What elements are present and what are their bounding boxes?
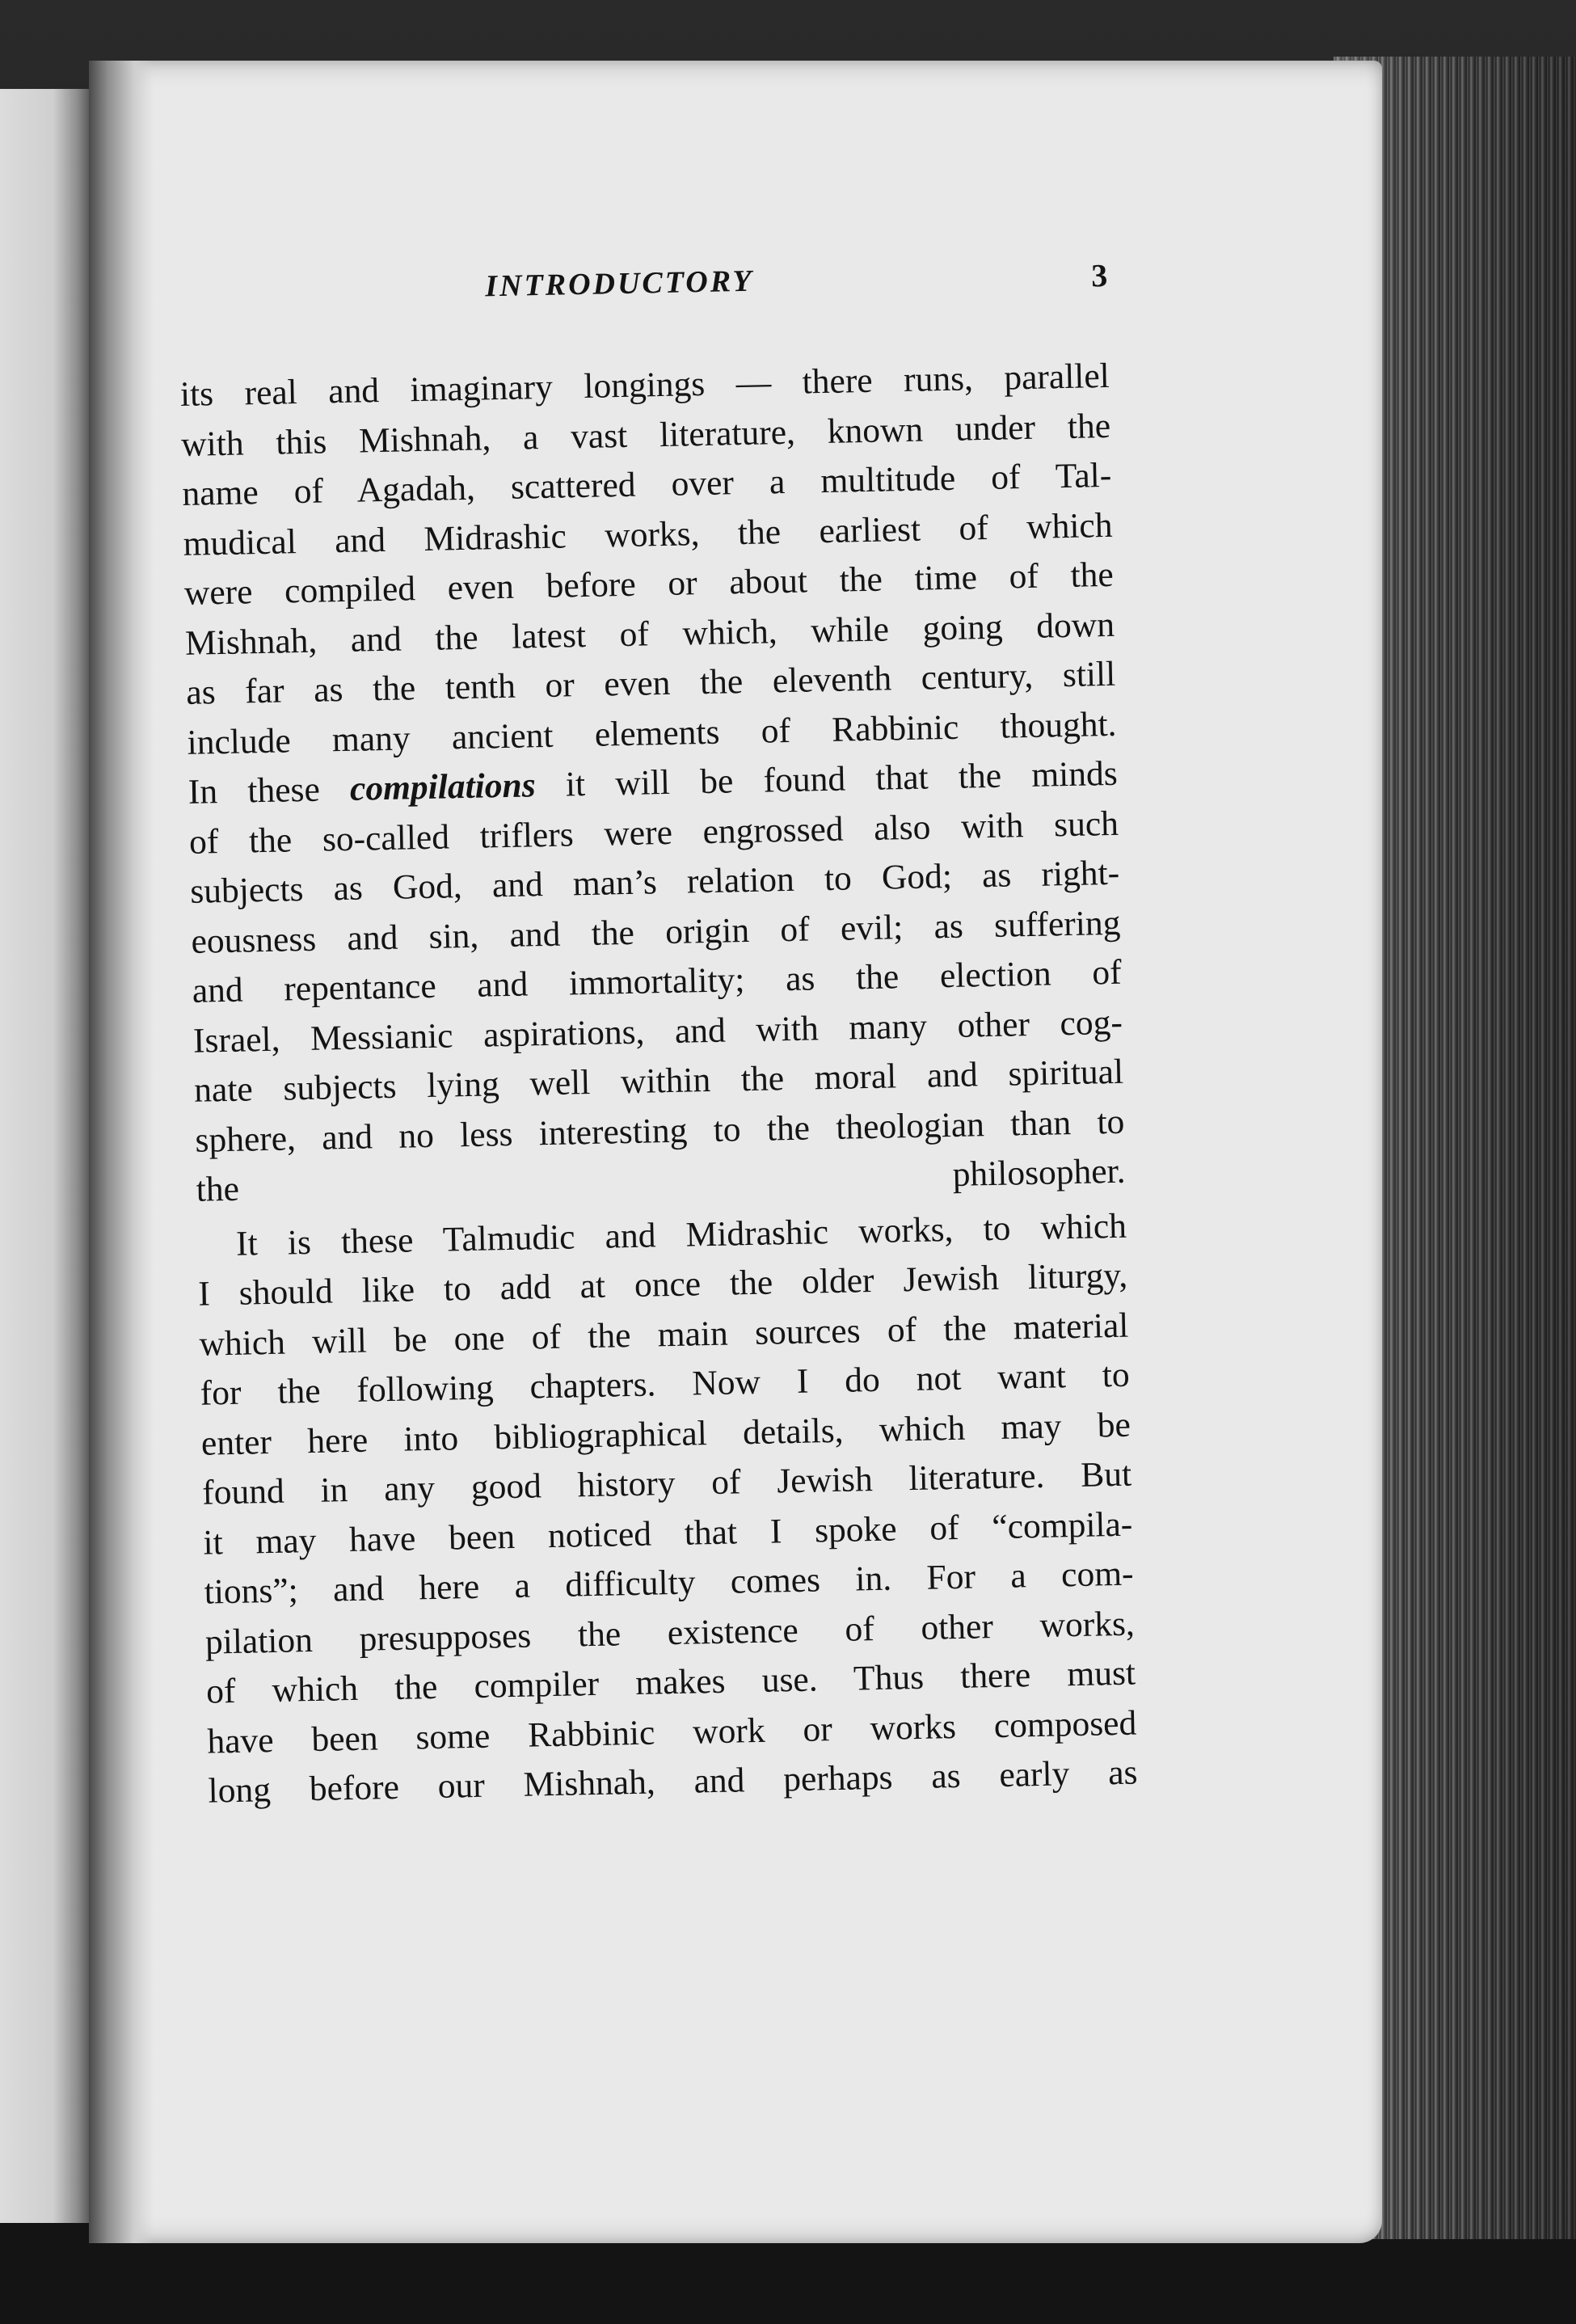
- text-line: as far as the tenth or even the eleventh century, still: [185, 654, 1116, 712]
- text-line: include many ancient elements of Rabbinic thought.: [187, 704, 1117, 762]
- text-line: have been some Rabbinic work or works composed: [206, 1703, 1137, 1761]
- text-line: Israel, Messianic aspirations, and with many other cog-: [192, 1002, 1123, 1061]
- paragraph: [196, 1201, 1138, 1816]
- text-line: It is these Talmudic and Midrashic works, to which: [235, 1206, 1127, 1263]
- text-line: the philosopher.: [196, 1151, 1126, 1209]
- text-line: of the so-called triflers were engrossed also with such: [188, 803, 1119, 862]
- text-line: mudical and Midrashic works, the earliest of which: [183, 505, 1113, 563]
- text-line: nate subjects lying well within the moral and spiritual: [193, 1052, 1124, 1110]
- page-number: 3: [1090, 256, 1108, 294]
- text-line: In these compilations it will be found that the minds: [188, 753, 1119, 812]
- text-line: of which the compiler makes use. Thus there must: [205, 1653, 1136, 1711]
- previous-page-edge: [0, 89, 97, 2223]
- text-line: were compiled even before or about the time of the: [183, 555, 1115, 613]
- text-line: for the following chapters. Now I do not want to: [200, 1355, 1131, 1413]
- text-line: eousness and sin, and the origin of evil; as suffering: [191, 903, 1121, 961]
- text-line: it may have been noticed that I spoke of “compila-: [202, 1504, 1133, 1563]
- text-line: its real and imaginary longings — there runs, parallel: [179, 356, 1110, 414]
- body-text: [179, 352, 1138, 1816]
- paragraph: [179, 352, 1126, 1215]
- text-line: name of Agadah, scattered over a multitude of Tal-: [181, 455, 1112, 513]
- text-line: which will be one of the main sources of the material: [199, 1305, 1129, 1364]
- text-line: I should like to add at once the older Jewish liturgy,: [197, 1255, 1128, 1314]
- book-gutter-shadow: [89, 61, 154, 2243]
- text-line: sphere, and no less interesting to the theologian than to: [195, 1102, 1125, 1160]
- text-line: enter here into bibliographical details, which may be: [200, 1405, 1131, 1463]
- text-line: with this Mishnah, a vast literature, known under the: [180, 406, 1111, 464]
- text-line: pilation presupposes the existence of other works,: [204, 1604, 1136, 1662]
- text-line: Mishnah, and the latest of which, while going down: [184, 605, 1115, 663]
- running-head-title: INTRODUCTORY: [484, 264, 755, 304]
- text-line: tions”; and here a difficulty comes in. For a com-: [204, 1554, 1134, 1612]
- text-line: found in any good history of Jewish literature. But: [201, 1454, 1132, 1512]
- text-line: long before our Mishnah, and perhaps as early as: [208, 1752, 1138, 1811]
- text-line: and repentance and immortality; as the election of: [192, 952, 1123, 1010]
- text-line: subjects as God, and man’s relation to God; as right-: [189, 853, 1120, 911]
- page-text-block: [178, 256, 1138, 1816]
